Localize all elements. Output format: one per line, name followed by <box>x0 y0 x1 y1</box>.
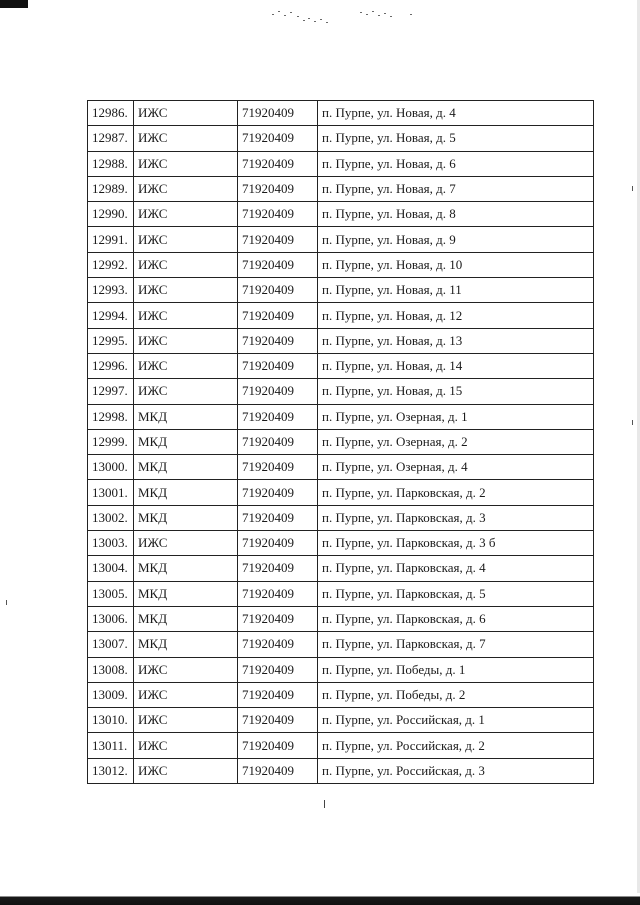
row-number-cell: 12992. <box>88 252 134 277</box>
scan-speck <box>632 186 633 191</box>
row-number-cell: 13002. <box>88 505 134 530</box>
oktmo-code-cell: 71920409 <box>238 379 318 404</box>
row-number-cell: 13006. <box>88 606 134 631</box>
table-row <box>88 632 594 657</box>
address-cell: п. Пурпе, ул. Парковская, д. 3 <box>318 505 594 530</box>
building-type-cell: ИЖС <box>134 328 238 353</box>
table-row <box>88 531 594 556</box>
table-row <box>88 252 594 277</box>
row-number-cell: 12987. <box>88 126 134 151</box>
row-number-cell: 12994. <box>88 303 134 328</box>
oktmo-code-cell: 71920409 <box>238 429 318 454</box>
address-register-table <box>87 100 594 784</box>
table-row <box>88 606 594 631</box>
address-cell: п. Пурпе, ул. Победы, д. 1 <box>318 657 594 682</box>
address-cell: п. Пурпе, ул. Парковская, д. 5 <box>318 581 594 606</box>
row-number-cell: 12990. <box>88 202 134 227</box>
address-cell: п. Пурпе, ул. Российская, д. 1 <box>318 708 594 733</box>
address-cell: п. Пурпе, ул. Парковская, д. 7 <box>318 632 594 657</box>
building-type-cell: МКД <box>134 429 238 454</box>
address-cell: п. Пурпе, ул. Победы, д. 2 <box>318 682 594 707</box>
building-type-cell: ИЖС <box>134 151 238 176</box>
building-type-cell: ИЖС <box>134 758 238 783</box>
scan-artifact <box>270 8 420 26</box>
row-number-cell: 13000. <box>88 455 134 480</box>
address-cell: п. Пурпе, ул. Парковская, д. 6 <box>318 606 594 631</box>
row-number-cell: 13001. <box>88 480 134 505</box>
address-cell: п. Пурпе, ул. Российская, д. 3 <box>318 758 594 783</box>
building-type-cell: ИЖС <box>134 202 238 227</box>
building-type-cell: МКД <box>134 480 238 505</box>
address-cell: п. Пурпе, ул. Российская, д. 2 <box>318 733 594 758</box>
oktmo-code-cell: 71920409 <box>238 126 318 151</box>
address-cell: п. Пурпе, ул. Новая, д. 5 <box>318 126 594 151</box>
row-number-cell: 12997. <box>88 379 134 404</box>
address-cell: п. Пурпе, ул. Новая, д. 9 <box>318 227 594 252</box>
table-row <box>88 202 594 227</box>
scan-speck <box>6 600 7 605</box>
table-row <box>88 303 594 328</box>
table-row <box>88 429 594 454</box>
address-cell: п. Пурпе, ул. Новая, д. 13 <box>318 328 594 353</box>
oktmo-code-cell: 71920409 <box>238 353 318 378</box>
oktmo-code-cell: 71920409 <box>238 556 318 581</box>
table-row <box>88 126 594 151</box>
oktmo-code-cell: 71920409 <box>238 278 318 303</box>
address-register-body <box>88 101 594 784</box>
table-row <box>88 227 594 252</box>
table-row <box>88 353 594 378</box>
building-type-cell: ИЖС <box>134 126 238 151</box>
row-number-cell: 13008. <box>88 657 134 682</box>
table-row <box>88 733 594 758</box>
building-type-cell: ИЖС <box>134 227 238 252</box>
table-row <box>88 682 594 707</box>
building-type-cell: МКД <box>134 581 238 606</box>
row-number-cell: 13005. <box>88 581 134 606</box>
building-type-cell: ИЖС <box>134 682 238 707</box>
table-row <box>88 556 594 581</box>
oktmo-code-cell: 71920409 <box>238 581 318 606</box>
row-number-cell: 13004. <box>88 556 134 581</box>
oktmo-code-cell: 71920409 <box>238 758 318 783</box>
building-type-cell: МКД <box>134 606 238 631</box>
row-number-cell: 13012. <box>88 758 134 783</box>
oktmo-code-cell: 71920409 <box>238 101 318 126</box>
address-cell: п. Пурпе, ул. Новая, д. 6 <box>318 151 594 176</box>
scan-tick-mark <box>324 800 325 808</box>
oktmo-code-cell: 71920409 <box>238 227 318 252</box>
table-row <box>88 278 594 303</box>
oktmo-code-cell: 71920409 <box>238 682 318 707</box>
row-number-cell: 12999. <box>88 429 134 454</box>
address-cell: п. Пурпе, ул. Новая, д. 4 <box>318 101 594 126</box>
oktmo-code-cell: 71920409 <box>238 176 318 201</box>
address-cell: п. Пурпе, ул. Новая, д. 15 <box>318 379 594 404</box>
building-type-cell: ИЖС <box>134 353 238 378</box>
row-number-cell: 12995. <box>88 328 134 353</box>
building-type-cell: МКД <box>134 556 238 581</box>
building-type-cell: ИЖС <box>134 531 238 556</box>
address-cell: п. Пурпе, ул. Озерная, д. 1 <box>318 404 594 429</box>
oktmo-code-cell: 71920409 <box>238 657 318 682</box>
row-number-cell: 12986. <box>88 101 134 126</box>
table-row <box>88 657 594 682</box>
address-cell: п. Пурпе, ул. Новая, д. 11 <box>318 278 594 303</box>
oktmo-code-cell: 71920409 <box>238 151 318 176</box>
oktmo-code-cell: 71920409 <box>238 606 318 631</box>
building-type-cell: ИЖС <box>134 708 238 733</box>
oktmo-code-cell: 71920409 <box>238 303 318 328</box>
building-type-cell: ИЖС <box>134 252 238 277</box>
row-number-cell: 12993. <box>88 278 134 303</box>
table-row <box>88 176 594 201</box>
table-row <box>88 708 594 733</box>
row-number-cell: 13007. <box>88 632 134 657</box>
address-cell: п. Пурпе, ул. Парковская, д. 2 <box>318 480 594 505</box>
address-cell: п. Пурпе, ул. Новая, д. 8 <box>318 202 594 227</box>
table-row <box>88 505 594 530</box>
building-type-cell: ИЖС <box>134 176 238 201</box>
address-cell: п. Пурпе, ул. Новая, д. 7 <box>318 176 594 201</box>
oktmo-code-cell: 71920409 <box>238 531 318 556</box>
table-row <box>88 758 594 783</box>
oktmo-code-cell: 71920409 <box>238 328 318 353</box>
building-type-cell: МКД <box>134 455 238 480</box>
address-cell: п. Пурпе, ул. Новая, д. 10 <box>318 252 594 277</box>
oktmo-code-cell: 71920409 <box>238 202 318 227</box>
row-number-cell: 12988. <box>88 151 134 176</box>
oktmo-code-cell: 71920409 <box>238 455 318 480</box>
row-number-cell: 12989. <box>88 176 134 201</box>
table-row <box>88 581 594 606</box>
building-type-cell: МКД <box>134 632 238 657</box>
oktmo-code-cell: 71920409 <box>238 252 318 277</box>
building-type-cell: ИЖС <box>134 101 238 126</box>
building-type-cell: ИЖС <box>134 379 238 404</box>
scan-speck <box>632 420 633 425</box>
oktmo-code-cell: 71920409 <box>238 708 318 733</box>
oktmo-code-cell: 71920409 <box>238 480 318 505</box>
oktmo-code-cell: 71920409 <box>238 505 318 530</box>
building-type-cell: ИЖС <box>134 303 238 328</box>
table-row <box>88 101 594 126</box>
address-cell: п. Пурпе, ул. Парковская, д. 3 б <box>318 531 594 556</box>
table-row <box>88 151 594 176</box>
oktmo-code-cell: 71920409 <box>238 404 318 429</box>
building-type-cell: МКД <box>134 404 238 429</box>
scan-bottom-edge <box>0 893 640 905</box>
table-row <box>88 480 594 505</box>
oktmo-code-cell: 71920409 <box>238 733 318 758</box>
address-cell: п. Пурпе, ул. Озерная, д. 4 <box>318 455 594 480</box>
row-number-cell: 13011. <box>88 733 134 758</box>
oktmo-code-cell: 71920409 <box>238 632 318 657</box>
address-cell: п. Пурпе, ул. Парковская, д. 4 <box>318 556 594 581</box>
row-number-cell: 12996. <box>88 353 134 378</box>
address-cell: п. Пурпе, ул. Новая, д. 12 <box>318 303 594 328</box>
table-row <box>88 455 594 480</box>
address-cell: п. Пурпе, ул. Новая, д. 14 <box>318 353 594 378</box>
building-type-cell: МКД <box>134 505 238 530</box>
building-type-cell: ИЖС <box>134 278 238 303</box>
table-row <box>88 379 594 404</box>
row-number-cell: 13009. <box>88 682 134 707</box>
building-type-cell: ИЖС <box>134 657 238 682</box>
building-type-cell: ИЖС <box>134 733 238 758</box>
row-number-cell: 13010. <box>88 708 134 733</box>
table-row <box>88 328 594 353</box>
scan-corner-mark <box>0 0 28 8</box>
row-number-cell: 12991. <box>88 227 134 252</box>
row-number-cell: 13003. <box>88 531 134 556</box>
row-number-cell: 12998. <box>88 404 134 429</box>
address-cell: п. Пурпе, ул. Озерная, д. 2 <box>318 429 594 454</box>
table-row <box>88 404 594 429</box>
